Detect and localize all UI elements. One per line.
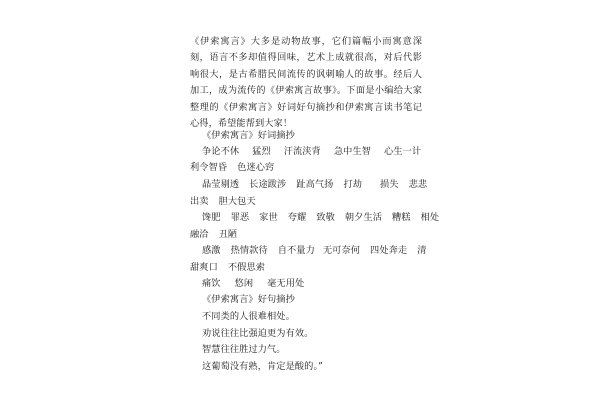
sentence: 这葡萄没有熟，肯定是酸的。” xyxy=(202,361,323,372)
word-row xyxy=(190,229,237,241)
word-row xyxy=(190,196,256,208)
section-title-words: 《伊索寓言》好词摘抄 xyxy=(202,130,295,141)
word-row xyxy=(202,146,421,158)
word: 损失 xyxy=(380,179,399,190)
word: 打劫 xyxy=(343,179,363,190)
word: 夸耀 xyxy=(287,212,307,223)
intro-paragraph xyxy=(190,34,422,132)
word: 色迷心窍 xyxy=(237,162,275,173)
word-row xyxy=(202,245,427,257)
word: 无可奈何 xyxy=(322,245,361,256)
word: 家世 xyxy=(259,212,278,223)
word: 朝夕生活 xyxy=(344,212,383,223)
sentence: 劝说往往比强迫更为有效。 xyxy=(202,328,314,339)
word: 汗流浃背 xyxy=(283,146,321,157)
word: 感激 xyxy=(202,245,221,256)
word: 悠闲 xyxy=(234,278,254,289)
word: 罪恶 xyxy=(230,212,250,223)
word: 不假思索 xyxy=(227,262,266,273)
word: 争论不休 xyxy=(202,146,240,157)
word: 长途跋涉 xyxy=(249,179,287,190)
word: 胆大包天 xyxy=(218,196,256,207)
word: 悲悲 xyxy=(408,179,428,190)
word: 热情款待 xyxy=(230,245,268,256)
sentence: 不同类的人很难相处。 xyxy=(202,311,295,322)
section-title-sentences: 《伊索寓言》好句摘抄 xyxy=(202,294,295,305)
word: 痛饮 xyxy=(202,278,221,289)
word: 心生一计 xyxy=(384,146,422,157)
word: 急中生智 xyxy=(333,146,372,157)
word: 毫无用处 xyxy=(267,278,305,289)
word-row xyxy=(202,212,439,224)
sentence: 智慧往往胜过力气。 xyxy=(202,344,286,355)
intro-text: 《伊索寓言》大多是动物故事，它们篇幅小而寓意深刻，语言不多却值得回味，艺术上成就很高，对后代影响很大，是古希腊民间流传的讽刺喻人的故事。经后人加工，成为流传的《伊索寓言故事》。下面是小编给大家整理的《伊索寓言》好词好句摘抄和伊索寓言读书笔记心得，希望能帮到大家！ xyxy=(190,36,422,130)
word-row xyxy=(202,179,427,191)
word: 相处 xyxy=(420,212,440,223)
word: 四处奔走 xyxy=(370,245,408,256)
word-row xyxy=(190,262,265,274)
word-row xyxy=(190,162,274,174)
word: 甜爽口 xyxy=(190,262,218,273)
word: 糟糕 xyxy=(392,212,411,223)
word-row xyxy=(202,278,304,290)
word: 趾高气扬 xyxy=(296,179,334,190)
word: 出卖 xyxy=(190,196,209,207)
word: 融洽 xyxy=(190,229,209,240)
word: 猛烈 xyxy=(252,146,271,157)
word: 利令智昏 xyxy=(190,162,228,173)
word: 自不量力 xyxy=(277,245,315,256)
word: 致敬 xyxy=(316,212,335,223)
word: 丑陋 xyxy=(218,229,238,240)
word: 晶莹剔透 xyxy=(202,179,240,190)
word: 清 xyxy=(417,245,427,256)
word: 馋肥 xyxy=(202,212,221,223)
